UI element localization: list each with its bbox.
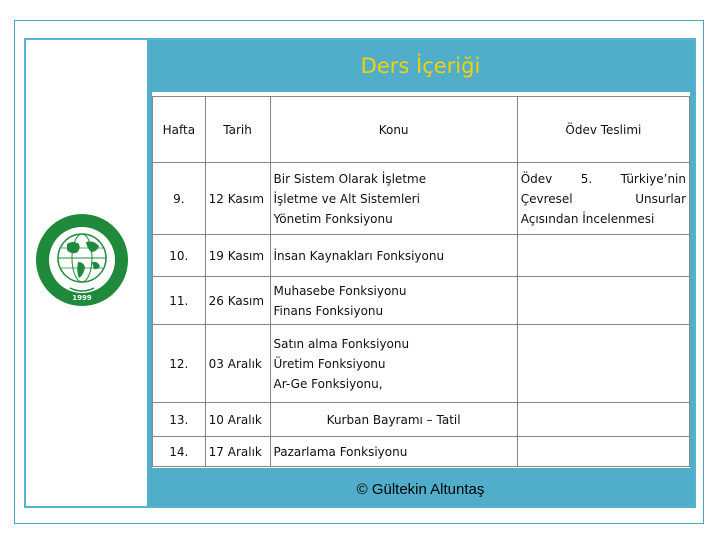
topic-line: Pazarlama Fonksiyonu — [273, 444, 408, 459]
copyright-footer: © Gültekin Altuntaş — [356, 480, 485, 498]
topic-cell — [270, 235, 517, 277]
schedule-table — [152, 96, 690, 467]
topic-line: Yönetim Fonksiyonu — [273, 211, 393, 226]
topic-line: Satın alma Fonksiyonu — [273, 336, 410, 351]
topic-line: İnsan Kaynakları Fonksiyonu — [273, 248, 445, 263]
topic-cell — [270, 437, 517, 467]
week-cell: 14. — [153, 437, 206, 467]
date-cell: 03 Aralık — [205, 325, 270, 403]
date-cell: 12 Kasım — [205, 163, 270, 235]
table-header-row — [153, 97, 690, 163]
topic-cell — [270, 325, 517, 403]
topic-line: Kurban Bayramı – Tatil — [326, 412, 461, 427]
globe-icon — [34, 212, 130, 308]
week-cell: 11. — [153, 277, 206, 325]
homework-cell — [517, 403, 689, 437]
week-cell: 10. — [153, 235, 206, 277]
slide-title: Ders İçeriği — [360, 54, 481, 78]
header-homework: Ödev Teslimi — [517, 97, 689, 163]
topic-cell — [270, 403, 517, 437]
homework-cell — [517, 437, 689, 467]
topic-line: Üretim Fonksiyonu — [273, 356, 386, 371]
table-row — [153, 277, 690, 325]
topic-cell — [270, 163, 517, 235]
header-topic: Konu — [270, 97, 517, 163]
svg-text:1999: 1999 — [72, 294, 92, 302]
homework-cell — [517, 325, 689, 403]
homework-line: Açısından İncelenmesi — [520, 211, 655, 226]
header-week: Hafta — [153, 97, 206, 163]
homework-line: Çevresel Unsurlar — [520, 191, 686, 206]
week-cell: 9. — [153, 163, 206, 235]
homework-line: Ödev 5. Türkiye’nin — [520, 171, 686, 186]
table-row — [153, 325, 690, 403]
week-cell: 12. — [153, 325, 206, 403]
date-cell: 26 Kasım — [205, 277, 270, 325]
date-cell: 19 Kasım — [205, 235, 270, 277]
topic-line: Ar-Ge Fonksiyonu, — [273, 376, 383, 391]
table-row — [153, 403, 690, 437]
table-row — [153, 437, 690, 467]
topic-line: Muhasebe Fonksiyonu — [273, 283, 407, 298]
header-date: Tarih — [205, 97, 270, 163]
topic-line: Bir Sistem Olarak İşletme — [273, 171, 427, 186]
table-row — [153, 235, 690, 277]
topic-line: Finans Fonksiyonu — [273, 303, 384, 318]
school-logo — [34, 212, 130, 308]
date-cell: 10 Aralık — [205, 403, 270, 437]
homework-cell — [517, 277, 689, 325]
topic-line: İşletme ve Alt Sistemleri — [273, 191, 420, 206]
homework-cell — [517, 163, 689, 235]
homework-cell — [517, 235, 689, 277]
week-cell: 13. — [153, 403, 206, 437]
topic-cell — [270, 277, 517, 325]
date-cell: 17 Aralık — [205, 437, 270, 467]
table-row — [153, 163, 690, 235]
